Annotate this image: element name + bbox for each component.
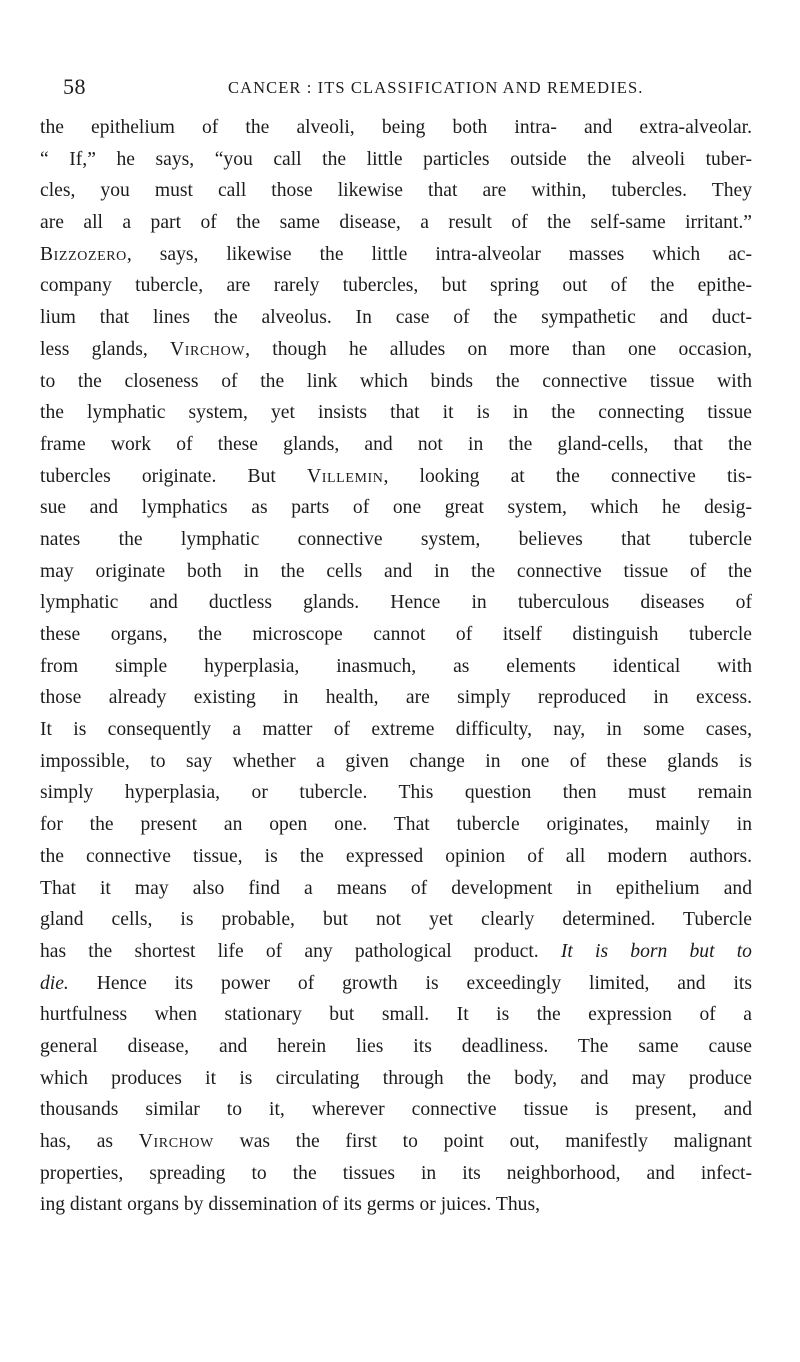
text-run: from simple hyperplasia, inasmuch, as elements identical with (40, 655, 752, 677)
text-line (40, 746, 752, 778)
text-run: ing distant organs by dissemination of its germs or juices. Thus, (40, 1194, 540, 1216)
text-run: , says, likewise the little intra-alveolar masses which ac- (126, 243, 752, 265)
text-line (40, 1063, 752, 1095)
body-paragraph (40, 112, 752, 1221)
emphasis-text: die. (40, 972, 69, 994)
text-run: It is consequently a matter of extreme difficulty, nay, in some cases, (40, 719, 752, 741)
text-line (40, 1189, 752, 1221)
text-run: which produces it is circulating through the body, and may produce (40, 1067, 752, 1089)
text-line (40, 777, 752, 809)
text-line (40, 968, 752, 1000)
text-run: lium that lines the alveolus. In case of the sympathetic and duct- (40, 307, 752, 329)
text-line (40, 524, 752, 556)
text-line (40, 207, 752, 239)
text-line (40, 492, 752, 524)
text-line (40, 175, 752, 207)
text-line (40, 461, 752, 493)
text-run: for the present an open one. That tubercle originates, mainly in (40, 814, 752, 836)
text-run: company tubercle, are rarely tubercles, but spring out of the epithe- (40, 275, 752, 297)
text-line (40, 144, 752, 176)
text-run: Hence its power of growth is exceedingly limited, and its (68, 972, 752, 994)
author-name: Villemin (307, 465, 384, 487)
text-run: those already existing in health, are simply reproduced in excess. (40, 687, 752, 709)
text-run: sue and lymphatics as parts of one great system, which he desig- (40, 497, 752, 519)
text-run: That it may also find a means of development in epithelium and (40, 877, 752, 899)
text-run: less glands, (40, 338, 170, 360)
text-line (40, 366, 752, 398)
text-line (40, 1126, 752, 1158)
text-line (40, 682, 752, 714)
text-line (40, 397, 752, 429)
text-run: simply hyperplasia, or tubercle. This question then must remain (40, 782, 752, 804)
text-line (40, 1094, 752, 1126)
page-number: 58 (63, 74, 86, 99)
text-line (40, 239, 752, 271)
emphasis-text: It is born but to (560, 940, 752, 962)
text-line (40, 999, 752, 1031)
text-line (40, 556, 752, 588)
text-line (40, 904, 752, 936)
text-line (40, 587, 752, 619)
text-line (40, 429, 752, 461)
text-run: may originate both in the cells and in the connective tissue of the (40, 560, 752, 582)
text-run: to the closeness of the link which binds the connective tissue with (40, 370, 752, 392)
text-run: has, as (40, 1131, 139, 1152)
text-line (40, 302, 752, 334)
text-line (40, 714, 752, 746)
text-run: frame work of these glands, and not in the gland-cells, that the (40, 433, 752, 455)
text-line (40, 270, 752, 302)
author-name: Virchow (138, 1131, 214, 1152)
text-line (40, 841, 752, 873)
text-run: the epithelium of the alveoli, being both intra- and extra-alveolar. (40, 117, 752, 138)
text-line (40, 334, 752, 366)
text-line (40, 651, 752, 683)
author-name: Bizzozero (40, 243, 127, 265)
text-line (40, 1031, 752, 1063)
text-run: “ If,” he says, “you call the little particles outside the alveoli tuber- (40, 148, 752, 170)
text-run: thousands similar to it, wherever connective tissue is present, and (40, 1099, 752, 1121)
text-run: impossible, to say whether a given change in one of these glands is (40, 750, 752, 772)
text-run: lymphatic and ductless glands. Hence in tuberculous diseases of (40, 592, 752, 614)
text-line (40, 873, 752, 905)
text-run: general disease, and herein lies its deadliness. The same cause (40, 1035, 752, 1057)
text-run: , though he alludes on more than one occasion, (245, 338, 752, 360)
text-line (40, 112, 752, 144)
text-run: gland cells, is probable, but not yet clearly determined. Tubercle (40, 909, 752, 931)
page-header (52, 74, 752, 104)
running-title: CANCER : ITS CLASSIFICATION AND REMEDIES. (228, 78, 644, 97)
text-line (40, 1158, 752, 1190)
text-line (40, 936, 752, 968)
text-run: was the first to point out, manifestly malignant (213, 1131, 752, 1152)
text-line (40, 809, 752, 841)
text-run: nates the lymphatic connective system, believes that tubercle (40, 528, 752, 550)
text-run: cles, you must call those likewise that are within, tubercles. They (40, 180, 752, 202)
text-run: hurtfulness when stationary but small. It is the expression of a (40, 1004, 752, 1026)
author-name: Virchow (170, 338, 246, 360)
text-run: tubercles originate. But (40, 465, 308, 487)
text-run: has the shortest life of any pathological product. (40, 940, 561, 962)
text-run: the lymphatic system, yet insists that it is in the connecting tissue (40, 402, 752, 424)
text-line (40, 619, 752, 651)
text-run: the connective tissue, is the expressed opinion of all modern authors. (40, 845, 752, 867)
text-run: , looking at the connective tis- (383, 465, 752, 487)
text-run: these organs, the microscope cannot of itself distinguish tubercle (40, 624, 752, 645)
text-run: properties, spreading to the tissues in its neighborhood, and infect- (40, 1162, 752, 1184)
text-run: are all a part of the same disease, a result of the self-same irritant.” (40, 212, 752, 234)
